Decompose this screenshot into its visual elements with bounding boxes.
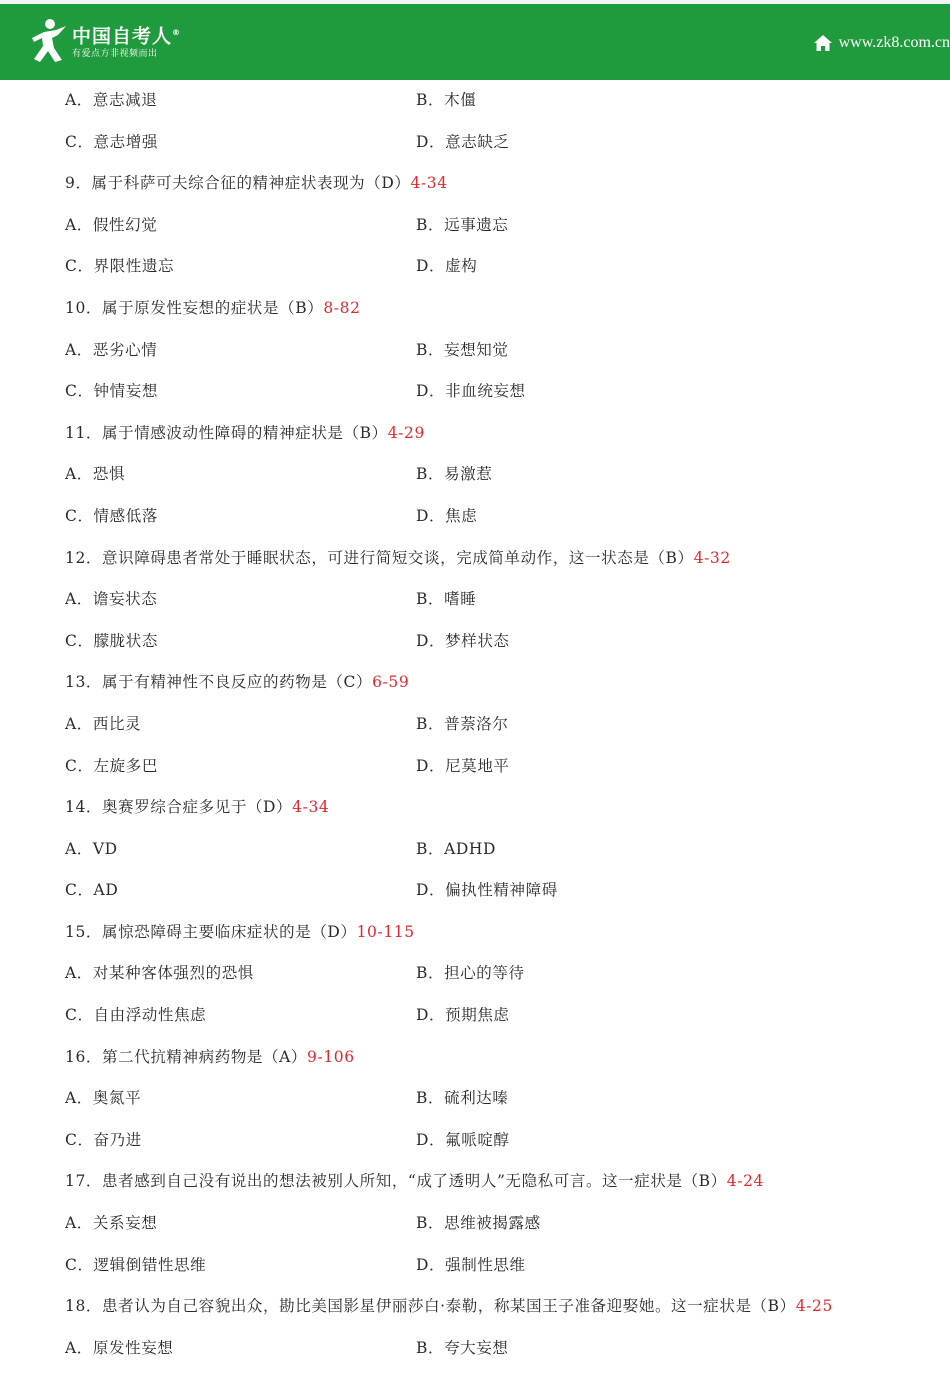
site-link[interactable] (814, 34, 950, 52)
question-text: 14．奥赛罗综合症多见于（D） (65, 798, 293, 817)
reference-number: 4-29 (387, 423, 425, 442)
reference-number: 8-82 (323, 298, 361, 317)
question-text: 16．第二代抗精神病药物是（A） (65, 1047, 308, 1066)
question-text: 13．属于有精神性不良反应的药物是（C） (65, 673, 373, 692)
page-reference (372, 673, 409, 691)
option-right: D．偏执性精神障碍 (416, 881, 558, 900)
brand-logo[interactable] (28, 16, 181, 66)
option-row (65, 502, 950, 544)
option-right: B．担心的等待 (416, 964, 525, 983)
option-left: A．谵妄状态 (65, 590, 158, 609)
question-stem (65, 294, 950, 336)
option-row (65, 627, 950, 669)
reference-number: 9-106 (307, 1047, 355, 1066)
reference-number: 6-59 (372, 673, 410, 692)
site-header (0, 0, 950, 80)
option-row (65, 752, 950, 794)
option-row (65, 1084, 950, 1126)
option-right: B．ADHD (416, 839, 497, 858)
option-left: A．关系妄想 (65, 1214, 158, 1233)
option-right: B．远事遗忘 (416, 215, 509, 234)
page-reference (292, 798, 329, 816)
question-text: 9．属于科萨可夫综合征的精神症状表现为（D） (65, 174, 411, 193)
question-text: 17．患者感到自己没有说出的想法被别人所知，“成了透明人”无隐私可言。这一症状是（B） (65, 1172, 727, 1191)
option-right: D．尼莫地平 (416, 756, 510, 775)
option-left: C．左旋多巴 (65, 756, 158, 775)
option-left: A．假性幻觉 (65, 215, 158, 234)
option-left: C．AD (65, 881, 119, 900)
reference-number: 4-34 (292, 798, 330, 817)
option-left: A．西比灵 (65, 714, 142, 733)
option-left: A．VD (65, 839, 118, 858)
option-left: A．恐惧 (65, 465, 126, 484)
question-text: 12．意识障碍患者常处于睡眠状态，可进行简短交谈，完成简单动作，这一状态是（B） (65, 548, 694, 567)
option-left: C．逻辑倒错性思维 (65, 1255, 207, 1274)
page-reference (411, 174, 448, 192)
question-text: 10．属于原发性妄想的症状是（B） (65, 298, 324, 317)
option-row (65, 377, 950, 419)
option-right: D．虚构 (416, 257, 478, 276)
page-reference (694, 549, 731, 567)
question-stem (65, 544, 950, 586)
reference-number: 4-25 (795, 1297, 833, 1316)
option-left: A．奥氮平 (65, 1089, 142, 1108)
page-reference (323, 299, 360, 317)
option-right: D．意志缺乏 (416, 132, 510, 151)
option-right: D．强制性思维 (416, 1255, 526, 1274)
option-left: C．情感低落 (65, 506, 158, 525)
option-left: A．意志减退 (65, 91, 158, 109)
option-left: C．钟情妄想 (65, 382, 158, 401)
option-left: A．原发性妄想 (65, 1338, 174, 1357)
option-row (65, 336, 950, 378)
question-stem (65, 918, 950, 960)
page-reference (388, 424, 425, 442)
page-reference (307, 1048, 355, 1066)
reference-number: 4-34 (410, 174, 448, 193)
option-right: B．夸大妄想 (416, 1338, 509, 1357)
option-right: D．梦样状态 (416, 631, 510, 650)
option-row (65, 1001, 950, 1043)
home-icon (814, 35, 832, 51)
option-right: B．妄想知觉 (416, 340, 509, 359)
option-left: C．界限性遗忘 (65, 257, 175, 276)
runner-logo-icon (28, 16, 68, 66)
page-reference (727, 1172, 764, 1190)
option-row (65, 959, 950, 1001)
question-text: 15．属惊恐障碍主要临床症状的是（D） (65, 922, 357, 941)
option-row (65, 252, 950, 294)
option-right: D．非血统妄想 (416, 382, 526, 401)
brand-slogan: 有爱点方非视频而出 (72, 48, 158, 59)
option-row (65, 585, 950, 627)
option-row (65, 1251, 950, 1293)
question-stem (65, 1043, 950, 1085)
option-right: D．焦虑 (416, 506, 478, 525)
question-stem (65, 1292, 950, 1334)
option-row (65, 460, 950, 502)
option-left: C．意志增强 (65, 132, 158, 151)
reference-number: 10-115 (356, 922, 415, 941)
option-right: B．普萘洛尔 (416, 714, 509, 733)
option-left: C．朦胧状态 (65, 631, 158, 650)
option-right: B．木僵 (416, 91, 477, 109)
option-left: C．自由浮动性焦虑 (65, 1006, 207, 1025)
option-right: D．氟哌啶醇 (416, 1130, 510, 1149)
page-reference (357, 923, 415, 941)
option-row (65, 710, 950, 752)
option-right: D．预期焦虑 (416, 1006, 510, 1025)
question-stem (65, 1167, 950, 1209)
option-left: A．恶劣心情 (65, 340, 158, 359)
brand-name: 中国自考人® (72, 25, 182, 48)
question-stem (65, 169, 950, 211)
question-text: 18．患者认为自己容貌出众，勘比美国影星伊丽莎白·泰勒，称某国王子准备迎娶她。这一症状是（B） (65, 1297, 796, 1316)
reference-number: 4-24 (726, 1172, 764, 1191)
option-left: A．对某种客体强烈的恐惧 (65, 964, 254, 983)
question-stem (65, 793, 950, 835)
option-right: B．思维被揭露感 (416, 1214, 541, 1233)
question-list (65, 86, 950, 1375)
page-reference (796, 1297, 833, 1315)
site-url: www.zk8.com.cn (838, 34, 950, 51)
reference-number: 4-32 (693, 548, 731, 567)
option-right: B．硫利达嗪 (416, 1089, 509, 1108)
option-row (65, 835, 950, 877)
option-row (65, 1209, 950, 1251)
option-row (65, 1334, 950, 1375)
option-row (65, 1126, 950, 1168)
option-row (65, 211, 950, 253)
question-text: 11．属于情感波动性障碍的精神症状是（B） (65, 423, 388, 442)
option-row (65, 128, 950, 170)
option-right: B．易激惹 (416, 465, 493, 484)
option-row (65, 86, 950, 128)
question-stem (65, 668, 950, 710)
option-left: C．奋乃进 (65, 1130, 142, 1149)
question-stem (65, 419, 950, 461)
option-row (65, 876, 950, 918)
option-right: B．嗜睡 (416, 590, 477, 609)
